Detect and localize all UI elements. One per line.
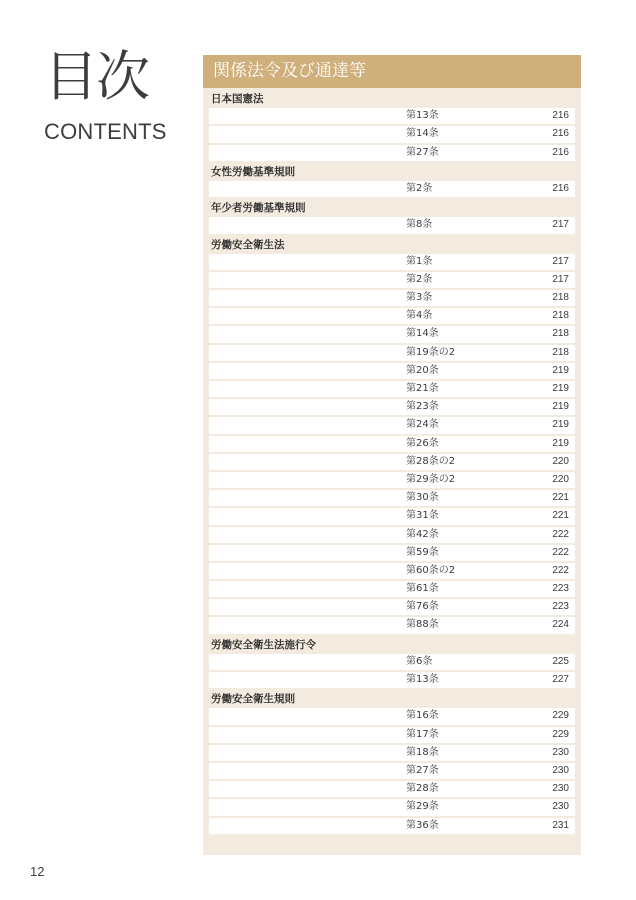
article-number: 第4条 xyxy=(406,310,433,322)
page-ref: 222 xyxy=(552,546,569,558)
page-ref: 216 xyxy=(552,128,569,140)
toc-entry[interactable] xyxy=(209,254,575,270)
article-number: 第6条 xyxy=(406,655,433,667)
page-ref: 221 xyxy=(552,510,569,522)
toc-entry[interactable] xyxy=(209,272,575,288)
page-ref: 229 xyxy=(552,710,569,722)
page-ref: 230 xyxy=(552,783,569,795)
page-number: 12 xyxy=(30,864,45,879)
toc-entry[interactable] xyxy=(209,108,575,124)
toc-entry[interactable] xyxy=(209,708,575,724)
page-ref: 219 xyxy=(552,437,569,449)
article-number: 第24条 xyxy=(406,419,439,431)
article-number: 第29条 xyxy=(406,801,439,813)
toc-entry[interactable] xyxy=(209,217,575,233)
article-number: 第27条 xyxy=(406,146,439,158)
article-number: 第3条 xyxy=(406,292,433,304)
page-ref: 231 xyxy=(552,819,569,831)
page-ref: 219 xyxy=(552,364,569,376)
article-number: 第20条 xyxy=(406,364,439,376)
page-ref: 218 xyxy=(552,310,569,322)
toc-entry[interactable] xyxy=(209,326,575,342)
page-subtitle: CONTENTS xyxy=(44,119,167,144)
toc-entry[interactable] xyxy=(209,617,575,633)
toc-entry[interactable] xyxy=(209,727,575,743)
page-ref: 219 xyxy=(552,401,569,413)
article-number: 第30条 xyxy=(406,492,439,504)
section-title: 女性労働基準規則 xyxy=(211,165,295,178)
article-number: 第14条 xyxy=(406,128,439,140)
toc-entry[interactable] xyxy=(209,145,575,161)
page-ref: 217 xyxy=(552,255,569,267)
toc-entry[interactable] xyxy=(209,781,575,797)
toc-entry[interactable] xyxy=(209,436,575,452)
article-number: 第13条 xyxy=(406,110,439,122)
article-number: 第13条 xyxy=(406,674,439,685)
page-ref: 216 xyxy=(552,182,569,194)
section-title: 労働安全衛生規則 xyxy=(211,693,295,706)
page-title: 目次 xyxy=(44,45,148,108)
article-number: 第2条 xyxy=(406,182,433,194)
section-title: 労働安全衛生法 xyxy=(211,238,285,251)
article-number: 第61条 xyxy=(406,583,439,595)
article-number: 第59条 xyxy=(406,546,439,558)
article-number: 第60条の2 xyxy=(406,564,456,576)
article-number: 第16条 xyxy=(406,710,439,722)
toc-entry[interactable] xyxy=(209,527,575,543)
toc-entry[interactable] xyxy=(209,763,575,779)
page-ref: 222 xyxy=(552,528,569,540)
section-title: 年少者労働基準規則 xyxy=(211,202,306,215)
article-number: 第21条 xyxy=(406,383,439,394)
page-ref: 223 xyxy=(552,583,569,595)
section-title: 労働安全衛生法施行令 xyxy=(211,638,316,651)
page-ref: 222 xyxy=(552,564,569,576)
toc-panel-header: 関係法令及び通達等 xyxy=(203,55,581,88)
toc-entry[interactable] xyxy=(209,454,575,470)
page-ref: 217 xyxy=(552,219,569,231)
article-number: 第76条 xyxy=(406,601,439,613)
page-ref: 218 xyxy=(552,328,569,340)
toc-entry[interactable] xyxy=(209,581,575,597)
toc-entry[interactable] xyxy=(209,417,575,433)
page-ref: 220 xyxy=(552,455,569,467)
page-ref: 221 xyxy=(552,492,569,504)
toc-entry[interactable] xyxy=(209,345,575,361)
toc-entry[interactable] xyxy=(209,545,575,561)
article-number: 第88条 xyxy=(406,619,439,631)
toc-entry[interactable] xyxy=(209,563,575,579)
toc-entry[interactable] xyxy=(209,818,575,834)
toc-entry[interactable] xyxy=(209,290,575,306)
toc-entry[interactable] xyxy=(209,381,575,397)
page-ref: 230 xyxy=(552,764,569,776)
article-number: 第23条 xyxy=(406,401,439,413)
page-ref: 217 xyxy=(552,273,569,285)
toc-entry[interactable] xyxy=(209,799,575,815)
article-number: 第42条 xyxy=(406,528,439,540)
page-ref: 218 xyxy=(552,346,569,358)
toc-panel xyxy=(203,55,581,855)
article-number: 第19条の2 xyxy=(406,346,456,358)
article-number: 第1条 xyxy=(406,255,433,267)
article-number: 第28条の2 xyxy=(406,455,456,467)
toc-entry[interactable] xyxy=(209,672,575,688)
page-ref: 225 xyxy=(552,655,569,667)
toc-entry[interactable] xyxy=(209,654,575,670)
section-title: 日本国憲法 xyxy=(211,93,264,105)
article-number: 第27条 xyxy=(406,764,439,776)
article-number: 第2条 xyxy=(406,273,433,285)
toc-entry[interactable] xyxy=(209,363,575,379)
page-ref: 223 xyxy=(552,601,569,613)
article-number: 第26条 xyxy=(406,437,439,449)
page-ref: 220 xyxy=(552,473,569,485)
page-ref: 216 xyxy=(552,146,569,158)
page-ref: 216 xyxy=(552,110,569,122)
article-number: 第28条 xyxy=(406,783,439,795)
article-number: 第31条 xyxy=(406,510,439,522)
article-number: 第14条 xyxy=(406,328,439,340)
page-ref: 218 xyxy=(552,292,569,304)
page-ref: 219 xyxy=(552,419,569,431)
page-ref: 230 xyxy=(552,801,569,813)
toc-entry[interactable] xyxy=(209,508,575,524)
article-number: 第17条 xyxy=(406,728,439,740)
page-ref: 227 xyxy=(552,674,569,685)
article-number: 第36条 xyxy=(406,819,439,831)
page-ref: 219 xyxy=(552,383,569,394)
toc-entry[interactable] xyxy=(209,181,575,197)
toc-entry[interactable] xyxy=(209,308,575,324)
toc-entry[interactable] xyxy=(209,599,575,615)
page-ref: 229 xyxy=(552,728,569,740)
toc-list xyxy=(203,88,581,834)
article-number: 第18条 xyxy=(406,746,439,758)
page-ref: 224 xyxy=(552,619,569,631)
article-number: 第8条 xyxy=(406,219,433,231)
toc-entry[interactable] xyxy=(209,490,575,506)
toc-entry[interactable] xyxy=(209,472,575,488)
toc-entry[interactable] xyxy=(209,126,575,142)
toc-entry[interactable] xyxy=(209,399,575,415)
page-ref: 230 xyxy=(552,746,569,758)
article-number: 第29条の2 xyxy=(406,473,456,485)
toc-entry[interactable] xyxy=(209,745,575,761)
